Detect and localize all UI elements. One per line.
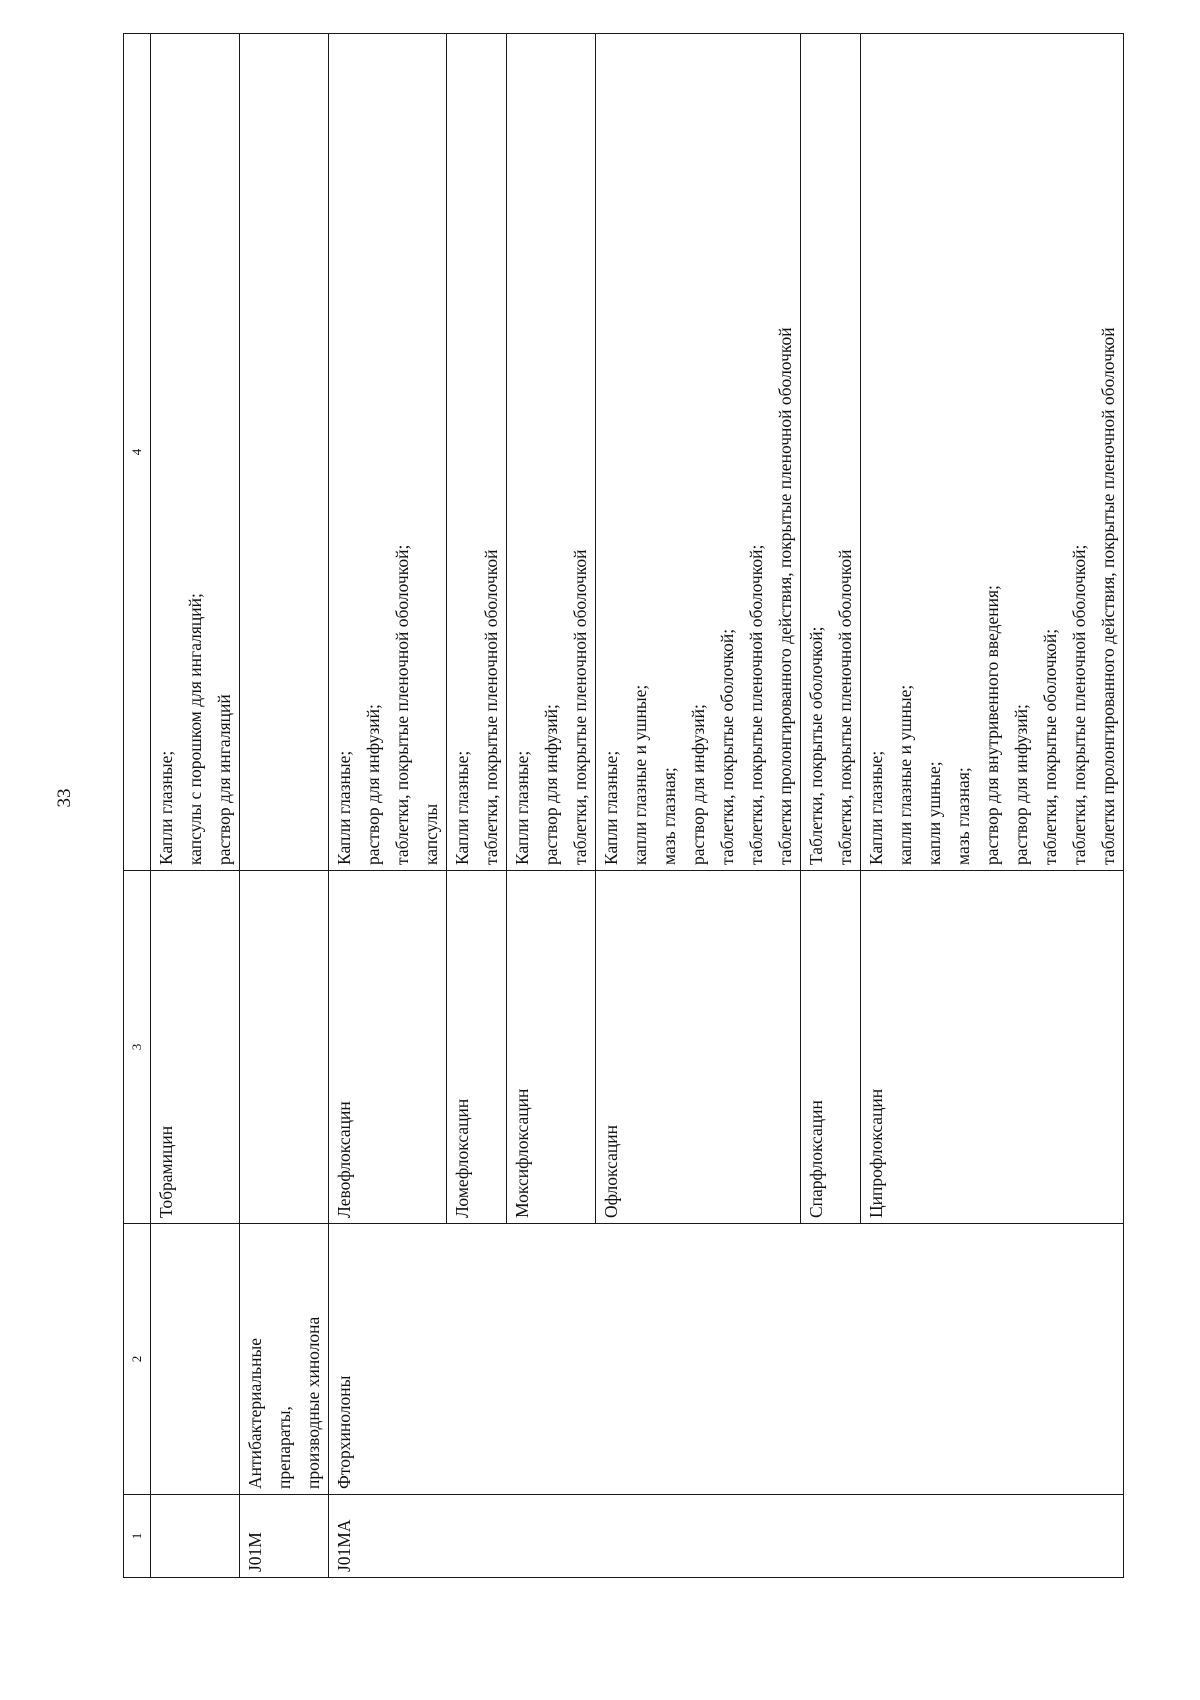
dosage-form: раствор для инфузий; [363, 704, 383, 865]
dosage-forms-cell [507, 34, 596, 871]
group-name: препараты, [274, 1406, 294, 1489]
column-number: 3 [124, 871, 151, 1224]
group-name: производные хинолона [303, 1316, 323, 1489]
dosage-forms-cell [240, 34, 329, 871]
dosage-forms-cell [801, 34, 861, 871]
dosage-form: раствор для инфузий; [1011, 704, 1031, 865]
drug-name: Ципрофлоксацин [866, 1088, 886, 1218]
dosage-forms-cell [329, 34, 447, 871]
drug-name-cell [240, 871, 329, 1224]
dosage-form: таблетки, покрытые пленочной оболочкой; [1069, 544, 1089, 865]
dosage-form: таблетки, покрытые пленочной оболочкой; [392, 544, 412, 865]
drug-name-cell [151, 871, 240, 1224]
drug-name-cell [447, 871, 507, 1224]
table-row [329, 34, 447, 1578]
table-row [240, 34, 329, 1578]
dosage-form: капли глазные и ушные; [630, 684, 650, 865]
dosage-form: Таблетки, покрытые оболочкой; [806, 626, 826, 865]
group-cell [240, 1224, 329, 1495]
atc-code-cell [329, 1495, 1124, 1578]
group-name: Антибактериальные [245, 1337, 265, 1489]
drug-name-cell [507, 871, 596, 1224]
atc-code-cell [151, 1495, 240, 1578]
column-number: 2 [124, 1224, 151, 1495]
group-name: Фторхинолоны [334, 1375, 354, 1489]
page-number: 33 [54, 788, 75, 808]
dosage-form: капли ушные; [924, 761, 944, 865]
atc-code: J01MA [334, 1519, 354, 1572]
atc-code-cell [240, 1495, 329, 1578]
dosage-form: Капли глазные; [156, 750, 176, 865]
dosage-form: мазь глазная; [659, 767, 679, 865]
drug-name-cell [861, 871, 1124, 1224]
dosage-form: раствор для ингаляций [214, 694, 234, 865]
dosage-form: Капли глазные; [512, 750, 532, 865]
dosage-form: Капли глазные; [866, 750, 886, 865]
drug-name-cell [801, 871, 861, 1224]
dosage-form: капли глазные и ушные; [895, 684, 915, 865]
drug-name: Тобрамицин [156, 1125, 176, 1218]
drug-table [123, 33, 1124, 1578]
dosage-form: капсулы с порошком для ингаляций; [185, 593, 205, 865]
dosage-form: таблетки пролонгированного действия, покрытые пленочной оболочкой [1098, 327, 1118, 865]
dosage-forms-cell [151, 34, 240, 871]
dosage-form: капсулы [421, 803, 441, 865]
drug-name: Спарфлоксацин [806, 1100, 826, 1218]
dosage-form: таблетки пролонгированного действия, покрытые пленочной оболочкой [775, 327, 795, 865]
column-number: 1 [124, 1495, 151, 1578]
dosage-form: таблетки, покрытые пленочной оболочкой [570, 549, 590, 865]
dosage-form: раствор для инфузий; [688, 704, 708, 865]
dosage-forms-cell [596, 34, 801, 871]
column-number: 4 [124, 34, 151, 871]
rotated-table-wrapper [123, 34, 1118, 1578]
column-number-row [124, 34, 151, 1578]
drug-name: Левофлоксацин [334, 1101, 354, 1218]
dosage-form: таблетки, покрытые пленочной оболочкой [481, 549, 501, 865]
dosage-form: раствор для внутривенного введения; [982, 585, 1002, 865]
dosage-form: мазь глазная; [953, 767, 973, 865]
group-cell [329, 1224, 1124, 1495]
dosage-form: Капли глазные; [452, 750, 472, 865]
drug-name-cell [596, 871, 801, 1224]
dosage-form: таблетки, покрытые оболочкой; [1040, 628, 1060, 865]
dosage-form: таблетки, покрытые пленочной оболочкой [835, 549, 855, 865]
dosage-form: Капли глазные; [334, 750, 354, 865]
atc-code: J01M [245, 1532, 265, 1572]
dosage-form: раствор для инфузий; [541, 704, 561, 865]
dosage-forms-cell [861, 34, 1124, 871]
dosage-form: таблетки, покрытые пленочной оболочкой; [746, 544, 766, 865]
dosage-forms-cell [447, 34, 507, 871]
drug-name: Моксифлоксацин [512, 1088, 532, 1218]
drug-name: Ломефлоксацин [452, 1098, 472, 1218]
drug-name: Офлоксацин [601, 1125, 621, 1218]
dosage-form: Капли глазные; [601, 750, 621, 865]
drug-name-cell [329, 871, 447, 1224]
dosage-form: таблетки, покрытые оболочкой; [717, 628, 737, 865]
table-row [151, 34, 240, 1578]
group-cell [151, 1224, 240, 1495]
